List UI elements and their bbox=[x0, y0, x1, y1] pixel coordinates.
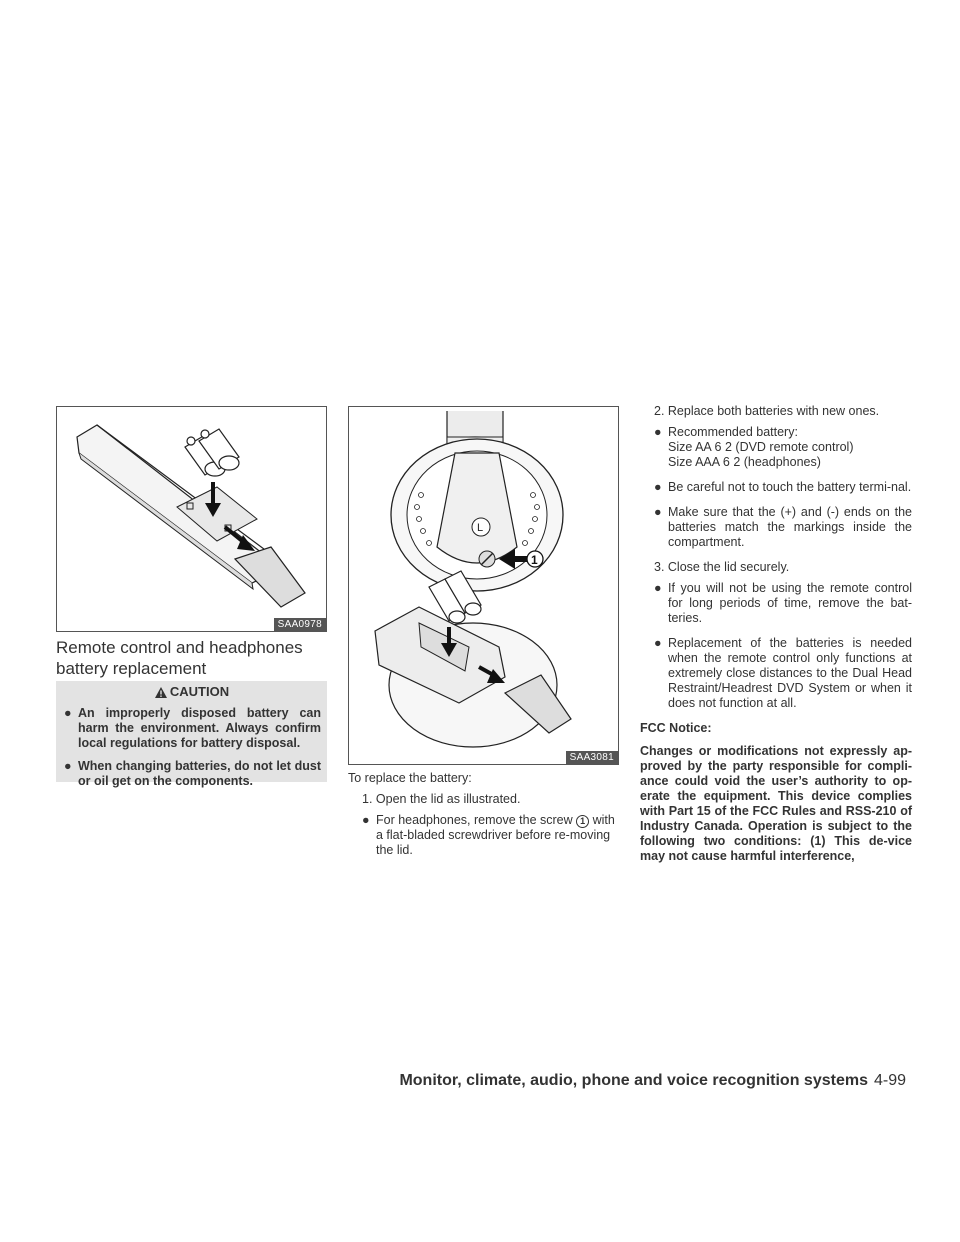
caution-item bbox=[64, 706, 321, 751]
intro-text: To replace the battery: bbox=[348, 771, 472, 785]
callout-1: 1 bbox=[531, 553, 538, 567]
caution-heading bbox=[56, 681, 327, 702]
step-2: 2. Replace both batteries with new ones. bbox=[654, 404, 880, 418]
page-footer bbox=[399, 1072, 906, 1090]
chapter-title: Monitor, climate, audio, phone and voice recognition systems bbox=[399, 1072, 868, 1089]
bullet-icon: ● bbox=[654, 636, 662, 650]
bullet-icon: ● bbox=[654, 581, 662, 595]
bullet-text-b: with a flat-bladed screwdriver before re-moving the lid. bbox=[376, 813, 615, 857]
bullet-text: Be careful not to touch the battery termi-nal. bbox=[668, 480, 912, 494]
screw-callout-number: 1 bbox=[576, 815, 589, 828]
step-3-bullet bbox=[640, 581, 912, 626]
step-2-bullet bbox=[640, 480, 912, 495]
caution-label: CAUTION bbox=[169, 684, 230, 699]
remote-illustration bbox=[57, 407, 326, 631]
bullet-line: Size AAA 6 2 (headphones) bbox=[668, 455, 821, 469]
step-1: 1. Open the lid as illustrated. bbox=[362, 792, 521, 806]
fcc-heading: FCC Notice: bbox=[640, 721, 712, 735]
bullet-icon: ● bbox=[64, 706, 72, 720]
step-3-bullet bbox=[640, 636, 912, 711]
letter-L: L bbox=[477, 522, 484, 534]
bullet-text: Make sure that the (+) and (-) ends on the batteries match the markings inside the compartment. bbox=[668, 505, 912, 549]
section-title: Remote control and headphones battery replacement bbox=[56, 638, 303, 678]
figure-headphone-battery bbox=[348, 406, 619, 765]
figure-code: SAA3081 bbox=[566, 751, 618, 764]
headphone-illustration bbox=[349, 407, 618, 764]
bullet-icon: ● bbox=[64, 759, 72, 773]
page-number: 4-99 bbox=[873, 1072, 906, 1089]
caution-box bbox=[56, 681, 327, 788]
step-2-bullet bbox=[640, 425, 912, 470]
bullet-line: Size AA 6 2 (DVD remote control) bbox=[668, 440, 854, 454]
bullet-text: Replacement of the batteries is needed when the remote control only functions at extremely close distances to the Dual Head Restraint/Headrest DVD System or when it does not function at all. bbox=[668, 636, 912, 710]
step-2-bullet bbox=[640, 505, 912, 550]
caution-text: An improperly disposed battery can harm the environment. Always confirm local regulations for battery disposal. bbox=[78, 706, 321, 750]
step-1-bullet bbox=[348, 813, 620, 858]
caution-item bbox=[64, 759, 321, 789]
instructions-column-2 bbox=[640, 404, 912, 864]
instructions-column-1 bbox=[348, 771, 620, 858]
bullet-icon: ● bbox=[654, 480, 662, 494]
bullet-line: Recommended battery: bbox=[668, 425, 798, 439]
fcc-text: Changes or modifications not expressly ap-proved by the party responsible for compli-ance could void the user’s authority to op-erate the equipment. This device complies with Part 15 of the FCC Rules and RSS-210 of Industry Canada. Operation is subject to the following two conditions: (1) This de-vice may not cause harmful interference, bbox=[640, 744, 912, 863]
warning-icon bbox=[154, 686, 168, 699]
bullet-icon: ● bbox=[654, 425, 662, 439]
bullet-text-a: For headphones, remove the screw bbox=[376, 813, 573, 827]
step-3: 3. Close the lid securely. bbox=[654, 560, 790, 574]
bullet-icon: ● bbox=[362, 813, 370, 827]
bullet-text: If you will not be using the remote control for long periods of time, remove the bat-teries. bbox=[668, 581, 912, 625]
caution-text: When changing batteries, do not let dust or oil get on the components. bbox=[78, 759, 321, 788]
figure-code: SAA0978 bbox=[274, 618, 326, 631]
bullet-icon: ● bbox=[654, 505, 662, 519]
figure-remote-battery bbox=[56, 406, 327, 632]
